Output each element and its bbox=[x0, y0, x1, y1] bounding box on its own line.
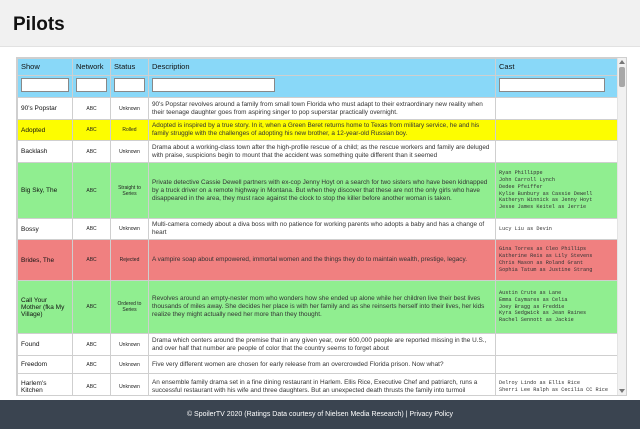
table-row bbox=[18, 163, 618, 219]
description-cell: Adopted is inspired by a true story. In it, when a Green Beret returns home to Texas from military service, he and his family struggle with the challenges of adopting his new brother, a 12-year-old Russian boy. bbox=[149, 120, 496, 141]
cast-member: Sophia Tatum as Justine Strang bbox=[499, 266, 593, 273]
cast-member: Lucy Liu as Devin bbox=[499, 225, 552, 232]
description-cell: Drama about a working-class town after the high-profile rescue of a child; as the rescue workers and family are deluged with praise, suspicions begin to mount that the accident was something quite different than it seemed bbox=[149, 141, 496, 163]
pilots-table-container bbox=[16, 57, 627, 396]
cast-cell bbox=[496, 98, 618, 120]
network-cell: ABC bbox=[73, 356, 111, 374]
network-cell: ABC bbox=[73, 163, 111, 219]
table-scroll-area[interactable] bbox=[17, 58, 617, 395]
cast-cell bbox=[496, 141, 618, 163]
table-row bbox=[18, 219, 618, 240]
cast-member: Delroy Lindo as Ellis Rice bbox=[499, 379, 580, 386]
status-filter-input[interactable] bbox=[114, 78, 145, 92]
cast-member: Kyra Sedgwick as Jean Raines bbox=[499, 310, 587, 317]
description-filter-input[interactable] bbox=[152, 78, 275, 92]
table-row bbox=[18, 120, 618, 141]
status-cell: Rolled bbox=[111, 120, 149, 141]
cast-member: Austin Crute as Lane bbox=[499, 290, 562, 296]
network-cell: ABC bbox=[73, 219, 111, 240]
description-cell: A vampire soap about empowered, immortal women and the things they do to maintain wealth, prestige, legacy. bbox=[149, 240, 496, 281]
status-cell: Unknown bbox=[111, 356, 149, 374]
show-cell: Found bbox=[18, 334, 73, 356]
network-cell: ABC bbox=[73, 374, 111, 396]
cast-cell bbox=[496, 219, 618, 240]
header-status[interactable]: Status bbox=[111, 59, 149, 76]
header-network[interactable]: Network bbox=[73, 59, 111, 76]
cast-cell bbox=[496, 334, 618, 356]
show-cell: Adopted bbox=[18, 120, 73, 141]
table-header-row bbox=[18, 59, 618, 76]
cast-member: Katherine Reis as Lily Stevens bbox=[499, 253, 593, 260]
table-row bbox=[18, 281, 618, 334]
show-cell: Backlash bbox=[18, 141, 73, 163]
scroll-down-arrow-icon[interactable] bbox=[619, 389, 625, 393]
filter-row bbox=[18, 76, 618, 98]
cast-cell bbox=[496, 356, 618, 374]
network-filter-input[interactable] bbox=[76, 78, 107, 92]
table-row bbox=[18, 356, 618, 374]
cast-member: Dedee Pfeiffer bbox=[499, 183, 543, 190]
cast-member: Jesse James Keitel as Jerrie bbox=[499, 204, 587, 211]
page-header bbox=[0, 0, 640, 47]
description-cell: Drama which centers around the premise that in any given year, over 600,000 people are reported missing in the U.S., and over half that number are people of color that the country seems to forget about bbox=[149, 334, 496, 356]
table-row bbox=[18, 334, 618, 356]
pilots-table bbox=[17, 58, 617, 395]
status-cell: Unknown bbox=[111, 334, 149, 356]
status-cell: Rejected bbox=[111, 240, 149, 281]
description-cell: 90's Popstar revolves around a family from small town Florida who must adapt to their extraordinary new reality when their teenage daughter goes from aspiring singer to pop superstar practically overnight. bbox=[149, 98, 496, 120]
description-cell: Multi-camera comedy about a diva boss with no patience for working parents who adopts a baby and has a change of heart bbox=[149, 219, 496, 240]
status-cell: Unknown bbox=[111, 374, 149, 396]
show-cell: Bossy bbox=[18, 219, 73, 240]
cast-filter-input[interactable] bbox=[499, 78, 605, 92]
network-cell: ABC bbox=[73, 141, 111, 163]
header-cast[interactable]: Cast bbox=[496, 59, 618, 76]
description-cell: An ensemble family drama set in a fine dining restaurant in Harlem. Ellis Rice, Executive Chef and patriarch, runs a successful restaurant with his wife and three daughters. But an unexpected death thrusts the family into turmoil bbox=[149, 374, 496, 396]
cast-member: Sherri Lee Ralph as Cecilia CC Rice bbox=[499, 386, 608, 393]
show-cell: Call Your Mother (fka My Village) bbox=[18, 281, 73, 334]
network-cell: ABC bbox=[73, 120, 111, 141]
show-cell: Brides, The bbox=[18, 240, 73, 281]
table-row bbox=[18, 141, 618, 163]
header-description[interactable]: Description bbox=[149, 59, 496, 76]
cast-member: Kylie Bunbury as Cassie Dewell bbox=[499, 190, 593, 197]
cast-cell bbox=[496, 374, 618, 396]
status-cell: Straight to Series bbox=[111, 163, 149, 219]
description-cell: Private detective Cassie Dewell partners with ex-cop Jenny Hoyt on a search for two sisters who have been kidnapped by a truck driver on a remote highway in Montana. But when they discover that these are not the only girls who have disappeared in the area, they must race against the clock to stop the killer before another woman is taken. bbox=[149, 163, 496, 219]
description-cell: Five very different women are chosen for early release from an overcrowded Florida prison. Now what? bbox=[149, 356, 496, 374]
table-row bbox=[18, 240, 618, 281]
network-cell: ABC bbox=[73, 281, 111, 334]
status-cell: Unknown bbox=[111, 98, 149, 120]
cast-member: Chris Mason as Roland Grant bbox=[499, 260, 584, 266]
scroll-thumb[interactable] bbox=[619, 67, 625, 87]
header-show[interactable]: Show bbox=[18, 59, 73, 76]
status-cell: Unknown bbox=[111, 141, 149, 163]
cast-member: Rachel Sennott as Jackie bbox=[499, 317, 574, 324]
network-cell: ABC bbox=[73, 334, 111, 356]
show-cell: Harlem's Kitchen bbox=[18, 374, 73, 396]
cast-member: Katheryn Winnick as Jenny Hoyt bbox=[499, 197, 593, 204]
footer-text: © SpoilerTV 2020 (Ratings Data courtesy of Nielsen Media Research) | Privacy Policy bbox=[186, 411, 454, 418]
network-cell: ABC bbox=[73, 98, 111, 120]
cast-cell bbox=[496, 281, 618, 334]
show-cell: Big Sky, The bbox=[18, 163, 73, 219]
cast-member: Joey Bragg as Freddie bbox=[499, 303, 565, 310]
cast-cell bbox=[496, 120, 618, 141]
scroll-up-arrow-icon[interactable] bbox=[619, 60, 625, 64]
show-cell: 90's Popstar bbox=[18, 98, 73, 120]
vertical-scrollbar[interactable] bbox=[617, 58, 626, 395]
status-cell: Ordered to Series bbox=[111, 281, 149, 334]
page-title: Pilots bbox=[13, 14, 65, 35]
cast-cell bbox=[496, 163, 618, 219]
show-filter-input[interactable] bbox=[21, 78, 69, 92]
status-cell: Unknown bbox=[111, 219, 149, 240]
cast-member: Ryan Phillippe bbox=[499, 170, 543, 177]
cast-cell bbox=[496, 240, 618, 281]
page-footer bbox=[0, 400, 640, 429]
cast-member: John Carroll Lynch bbox=[499, 176, 556, 183]
description-cell: Revolves around an empty-nester mom who wonders how she ended up alone while her children live their best lives thousands of miles away. She decides her place is with her family and as she reinserts herself into their lives, her kids realize they might actually need her more than they thought. bbox=[149, 281, 496, 334]
cast-member: Emma Caymares as Celia bbox=[499, 296, 568, 303]
table-body bbox=[18, 98, 618, 396]
table-row bbox=[18, 374, 618, 396]
table-row bbox=[18, 98, 618, 120]
cast-member: Gina Torres as Cleo Phillips bbox=[499, 246, 587, 253]
network-cell: ABC bbox=[73, 240, 111, 281]
show-cell: Freedom bbox=[18, 356, 73, 374]
